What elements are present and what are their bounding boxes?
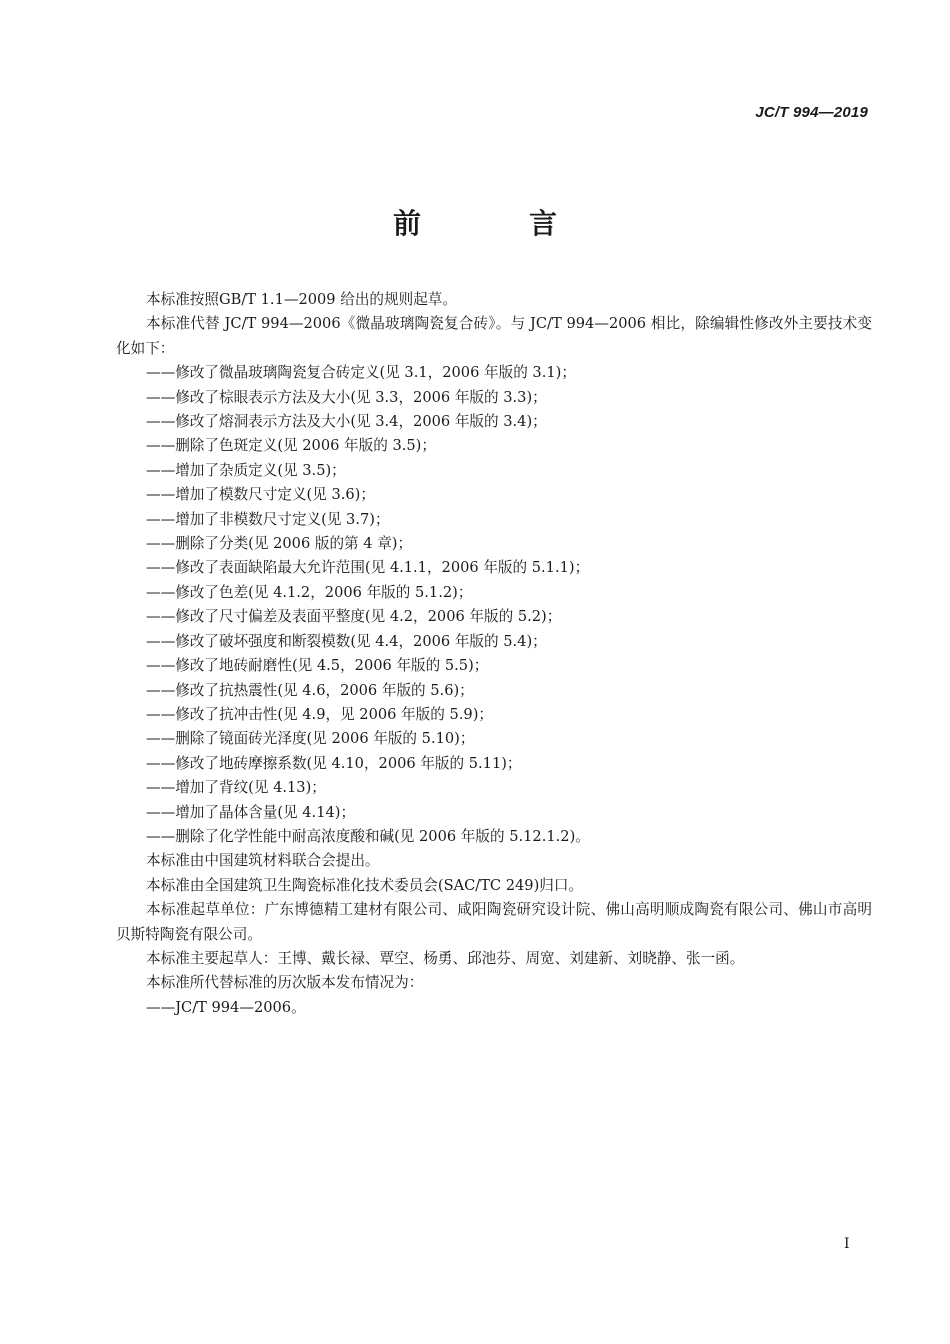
page-number: I — [844, 1236, 850, 1252]
list-item: ——修改了表面缺陷最大允许范围(见 4.1.1，2006 年版的 5.1.1)； — [146, 559, 590, 577]
list-item: ——增加了非模数尺寸定义(见 3.7)； — [146, 510, 390, 528]
list-item: ——修改了地砖摩擦系数(见 4.10，2006 年版的 5.11)； — [146, 754, 522, 772]
list-item: ——删除了镜面砖光泽度(见 2006 年版的 5.10)； — [146, 730, 475, 748]
list-item: ——删除了色斑定义(见 2006 年版的 3.5)； — [146, 437, 436, 455]
history-item: ——JC/T 994—2006。 — [146, 998, 306, 1016]
list-item: ——增加了杂质定义(见 3.5)； — [146, 461, 346, 479]
standard-code: JC/T 994—2019 — [755, 104, 868, 121]
paragraph-history-intro: 本标准所代替标准的历次版本发布情况为： — [146, 974, 424, 992]
list-item: ——删除了分类(见 2006 版的第 4 章)； — [146, 535, 413, 553]
list-item: ——修改了微晶玻璃陶瓷复合砖定义(见 3.1，2006 年版的 3.1)； — [146, 364, 576, 382]
page-title: 前 言 — [392, 207, 597, 240]
list-item: ——修改了抗热震性(见 4.6，2006 年版的 5.6)； — [146, 681, 474, 699]
list-item: ——删除了化学性能中耐高浓度酸和碱(见 2006 年版的 5.12.1.2)。 — [146, 827, 590, 845]
paragraph-replaces: 本标准代替 JC/T 994—2006《微晶玻璃陶瓷复合砖》。与 JC/T 994—2006 相比，除编辑性修改外主要技术变化如下： — [116, 315, 872, 357]
list-item: ——增加了模数尺寸定义(见 3.6)； — [146, 486, 375, 504]
foreword-body — [116, 288, 872, 1020]
list-item: ——修改了棕眼表示方法及大小(见 3.3，2006 年版的 3.3)； — [146, 388, 547, 406]
list-item: ——增加了晶体含量(见 4.14)； — [146, 803, 356, 821]
paragraph-drafting-rule: 本标准按照GB/T 1.1—2009 给出的规则起草。 — [146, 291, 457, 308]
list-item: ——修改了破坏强度和断裂模数(见 4.4，2006 年版的 5.4)； — [146, 632, 547, 650]
list-item: ——修改了地砖耐磨性(见 4.5，2006 年版的 5.5)； — [146, 657, 489, 675]
list-item: ——修改了色差(见 4.1.2，2006 年版的 5.1.2)； — [146, 583, 473, 601]
paragraph-centralized-by: 本标准由全国建筑卫生陶瓷标准化技术委员会(SAC/TC 249)归口。 — [146, 876, 584, 894]
list-item: ——修改了抗冲击性(见 4.9，见 2006 年版的 5.9)； — [146, 705, 494, 723]
paragraph-proposed-by: 本标准由中国建筑材料联合会提出。 — [146, 852, 380, 870]
paragraph-drafters: 本标准主要起草人：王博、戴长禄、覃空、杨勇、邱池芬、周宽、刘建新、刘晓静、张一函。 — [146, 949, 745, 967]
list-item: ——修改了尺寸偏差及表面平整度(见 4.2，2006 年版的 5.2)； — [146, 608, 562, 626]
list-item: ——增加了背纹(见 4.13)； — [146, 779, 326, 797]
paragraph-drafting-units: 本标准起草单位：广东博德精工建材有限公司、咸阳陶瓷研究设计院、佛山高明顺成陶瓷有限公司、佛山市高明贝斯特陶瓷有限公司。 — [116, 901, 872, 943]
list-item: ——修改了熔洞表示方法及大小(见 3.4，2006 年版的 3.4)； — [146, 413, 547, 431]
